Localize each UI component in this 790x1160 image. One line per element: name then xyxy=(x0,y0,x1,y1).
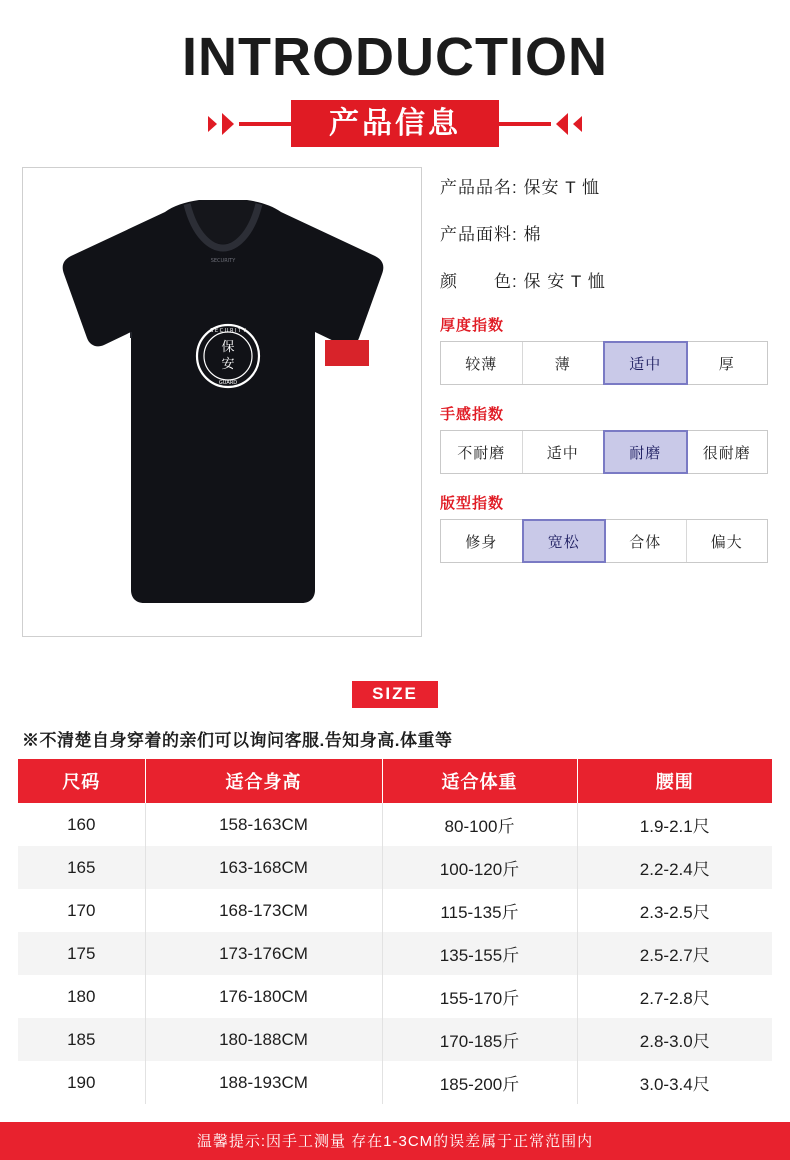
product-field-row xyxy=(440,267,768,292)
product-section xyxy=(0,167,790,637)
cell-height: 180-188CM xyxy=(145,1018,382,1061)
index-option[interactable]: 很耐磨 xyxy=(702,444,751,462)
section-banner xyxy=(0,100,790,147)
cell-waist: 2.7-2.8尺 xyxy=(577,975,772,1018)
index-scale-feel xyxy=(440,430,768,474)
index-scale-fit xyxy=(440,519,768,563)
svg-text:S E C U R I T Y: S E C U R I T Y xyxy=(210,328,246,334)
product-field-value: 保 安 T 恤 xyxy=(523,272,606,291)
svg-text:保安: 保安 xyxy=(337,373,357,383)
banner-label: 产品信息 xyxy=(291,100,499,147)
index-scale-thickness xyxy=(440,341,768,385)
index-option[interactable]: 适中 xyxy=(523,431,605,473)
product-field-row xyxy=(440,220,768,245)
cell-weight: 135-155斤 xyxy=(382,932,577,975)
cell-height: 168-173CM xyxy=(145,889,382,932)
svg-text:SECURITY: SECURITY xyxy=(210,258,236,264)
cell-waist: 2.2-2.4尺 xyxy=(577,846,772,889)
cell-waist: 2.3-2.5尺 xyxy=(577,889,772,932)
chevron-right-icon xyxy=(222,113,234,135)
banner-rule xyxy=(239,122,291,126)
footer-notice: 温馨提示:因手工测量 存在1-3CM的误差属于正常范围内 xyxy=(0,1122,790,1160)
banner-right-decoration xyxy=(499,113,582,135)
cell-weight: 185-200斤 xyxy=(382,1061,577,1104)
index-option-selected[interactable]: 宽松 xyxy=(522,519,607,563)
chevron-right-icon xyxy=(208,116,217,132)
table-row xyxy=(18,1018,772,1061)
index-option[interactable]: 修身 xyxy=(441,520,523,562)
table-row xyxy=(18,846,772,889)
chevron-left-icon xyxy=(573,116,582,132)
table-row xyxy=(18,932,772,975)
index-option[interactable]: 薄 xyxy=(523,342,605,384)
index-option[interactable]: 不耐磨 xyxy=(441,431,523,473)
cell-weight: 80-100斤 xyxy=(382,803,577,846)
index-option[interactable]: 合体 xyxy=(605,520,687,562)
cell-waist: 2.8-3.0尺 xyxy=(577,1018,772,1061)
cell-waist: 1.9-2.1尺 xyxy=(577,803,772,846)
cell-height: 176-180CM xyxy=(145,975,382,1018)
column-header-weight: 适合体重 xyxy=(382,759,577,803)
page-title: INTRODUCTION xyxy=(182,27,608,87)
product-field-label: 产品面料: xyxy=(440,225,518,244)
index-option-selected[interactable]: 适中 xyxy=(603,341,688,385)
size-note: ※不清楚自身穿着的亲们可以询问客服.告知身高.体重等 xyxy=(22,731,453,750)
svg-text:GUARD: GUARD xyxy=(218,380,238,386)
cell-size: 175 xyxy=(18,932,145,975)
column-header-waist: 腰围 xyxy=(577,759,772,803)
cell-weight: 115-135斤 xyxy=(382,889,577,932)
index-option[interactable]: 厚 xyxy=(718,355,735,373)
cell-size: 165 xyxy=(18,846,145,889)
product-photo xyxy=(22,167,422,637)
cell-height: 163-168CM xyxy=(145,846,382,889)
cell-height: 188-193CM xyxy=(145,1061,382,1104)
column-header-height: 适合身高 xyxy=(145,759,382,803)
product-field-value: 棉 xyxy=(523,225,542,244)
banner-rule xyxy=(499,122,551,126)
table-row xyxy=(18,1061,772,1104)
size-table xyxy=(18,759,772,1104)
product-field-row xyxy=(440,173,768,198)
size-badge: SIZE xyxy=(352,681,438,708)
banner-left-decoration xyxy=(208,113,291,135)
cell-weight: 170-185斤 xyxy=(382,1018,577,1061)
index-option[interactable]: 偏大 xyxy=(710,533,743,551)
index-title-feel: 手感指数 xyxy=(440,406,505,423)
product-field-label: 颜 色: xyxy=(440,272,518,291)
index-title-thickness: 厚度指数 xyxy=(440,317,505,334)
size-badge-wrap xyxy=(0,681,790,708)
svg-text:安: 安 xyxy=(221,357,235,372)
table-header-row xyxy=(18,759,772,803)
cell-height: 173-176CM xyxy=(145,932,382,975)
index-option[interactable]: 较薄 xyxy=(441,342,523,384)
tshirt-illustration xyxy=(53,198,393,608)
chevron-left-icon xyxy=(556,113,568,135)
product-info xyxy=(440,167,768,637)
cell-height: 158-163CM xyxy=(145,803,382,846)
column-header-size: 尺码 xyxy=(18,759,145,803)
cell-size: 170 xyxy=(18,889,145,932)
product-field-value: 保安 T 恤 xyxy=(523,178,600,197)
cell-weight: 155-170斤 xyxy=(382,975,577,1018)
table-row xyxy=(18,889,772,932)
svg-text:保: 保 xyxy=(221,340,235,355)
table-row xyxy=(18,975,772,1018)
index-title-fit: 版型指数 xyxy=(440,495,505,512)
cell-size: 190 xyxy=(18,1061,145,1104)
product-field-label: 产品品名: xyxy=(440,178,518,197)
cell-weight: 100-120斤 xyxy=(382,846,577,889)
cell-size: 160 xyxy=(18,803,145,846)
cell-size: 180 xyxy=(18,975,145,1018)
cell-waist: 2.5-2.7尺 xyxy=(577,932,772,975)
cell-size: 185 xyxy=(18,1018,145,1061)
cell-waist: 3.0-3.4尺 xyxy=(577,1061,772,1104)
index-option-selected[interactable]: 耐磨 xyxy=(603,430,688,474)
table-row xyxy=(18,803,772,846)
